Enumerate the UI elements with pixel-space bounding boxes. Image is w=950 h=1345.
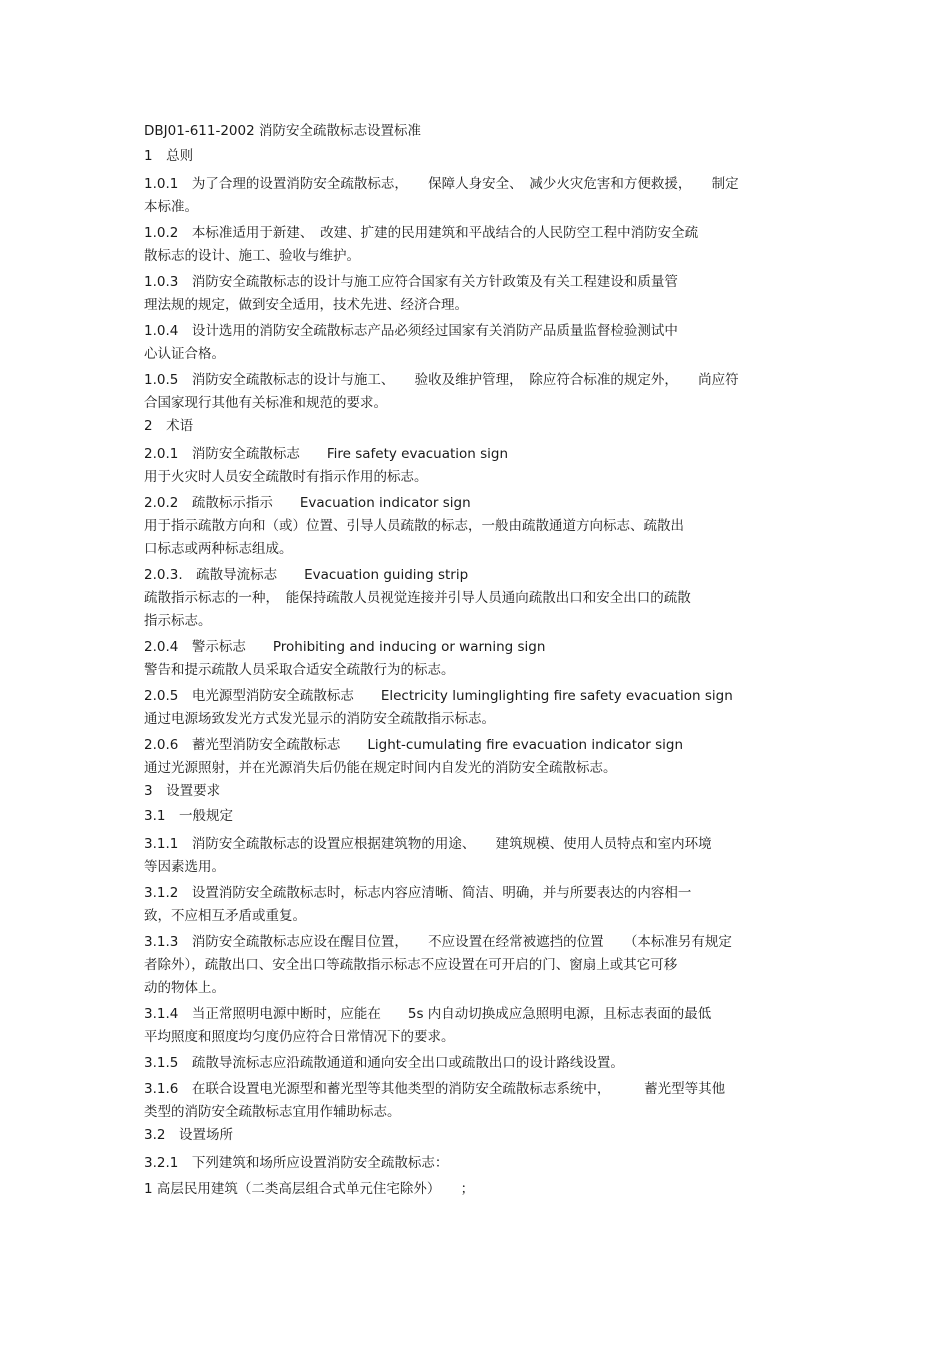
clause-continuation-line: 理法规的规定，做到安全适用，技术先进、经济合理。 [144,297,468,313]
clause-continuation-line: 合国家现行其他有关标准和规范的要求。 [144,395,387,411]
section-heading: 2 术语 [144,418,194,434]
section-heading: 1 总则 [144,148,194,164]
clause-continuation-line: 用于火灾时人员安全疏散时有指示作用的标志。 [144,469,428,485]
clause-continuation-line: 心认证合格。 [144,346,225,362]
clause-line: 3.2.1 下列建筑和场所应设置消防安全疏散标志： [144,1155,449,1171]
clause-line: 2.0.1 消防安全疏散标志 Fire safety evacuation sign [144,446,509,462]
clause-line: 2.0.3. 疏散导流标志 Evacuation guiding strip [144,567,469,583]
clause-line: 2.0.5 电光源型消防安全疏散标志 Electricity luminglighting fire safety evacuation sign [144,688,733,704]
document-lines [144,145,809,1201]
clause-continuation-line: 通过电源场致发光方式发光显示的消防安全疏散指示标志。 [144,711,495,727]
clause-continuation-line: 者除外），疏散出口、安全出口等疏散指示标志不应设置在可开启的门、窗扇上或其它可移 [144,957,678,973]
clause-continuation-line: 本标准。 [144,199,198,215]
clause-continuation-line: 散标志的设计、施工、验收与维护。 [144,248,360,264]
clause-continuation-line: 动的物体上。 [144,980,225,996]
document-title: DBJ01-611-2002 消防安全疏散标志设置标准 [144,123,421,139]
clause-line: 3.1.5 疏散导流标志应沿疏散通道和通向安全出口或疏散出口的设计路线设置。 [144,1055,624,1071]
section-heading: 3 设置要求 [144,783,221,799]
clause-line: 1 高层民用建筑（二类高层组合式单元住宅除外） ； [144,1181,475,1197]
section-heading: 3.1 一般规定 [144,808,233,824]
clause-line: 3.1.2 设置消防安全疏散标志时，标志内容应清晰、简洁、明确，并与所要表达的内容相一 [144,885,692,901]
clause-continuation-line: 疏散指示标志的一种， 能保持疏散人员视觉连接并引导人员通向疏散出口和安全出口的疏散 [144,590,691,606]
clause-line: 2.0.6 蓄光型消防安全疏散标志 Light-cumulating fire evacuation indicator sign [144,737,684,753]
clause-continuation-line: 口标志或两种标志组成。 [144,541,293,557]
clause-line: 1.0.2 本标准适用于新建、 改建、扩建的民用建筑和平战结合的人民防空工程中消防安全疏 [144,225,699,241]
clause-line: 3.1.3 消防安全疏散标志应设在醒目位置， 不应设置在经常被遮挡的位置 （本标准另有规定 [144,934,732,950]
clause-continuation-line: 通过光源照射，并在光源消失后仍能在规定时间内自发光的消防安全疏散标志。 [144,760,617,776]
clause-line: 3.1.6 在联合设置电光源型和蓄光型等其他类型的消防安全疏散标志系统中， 蓄光型等其他 [144,1081,726,1097]
clause-continuation-line: 类型的消防安全疏散标志宜用作辅助标志。 [144,1104,401,1120]
section-heading: 3.2 设置场所 [144,1127,233,1143]
clause-line: 2.0.4 警示标志 Prohibiting and inducing or warning sign [144,639,546,655]
document-body [144,120,809,1201]
clause-line: 1.0.5 消防安全疏散标志的设计与施工、 验收及维护管理， 除应符合标准的规定外， 尚应符 [144,372,739,388]
clause-line: 1.0.3 消防安全疏散标志的设计与施工应符合国家有关方针政策及有关工程建设和质量管 [144,274,678,290]
clause-line: 1.0.1 为了合理的设置消防安全疏散标志， 保障人身安全、 减少火灾危害和方便救援， 制定 [144,176,739,192]
clause-continuation-line: 平均照度和照度均匀度仍应符合日常情况下的要求。 [144,1029,455,1045]
clause-continuation-line: 等因素选用。 [144,859,225,875]
clause-line: 2.0.2 疏散标示指示 Evacuation indicator sign [144,495,471,511]
clause-line: 3.1.4 当正常照明电源中断时，应能在 5s 内自动切换成应急照明电源，且标志表面的最低 [144,1006,712,1022]
clause-line: 1.0.4 设计选用的消防安全疏散标志产品必须经过国家有关消防产品质量监督检验测试中 [144,323,678,339]
clause-line: 3.1.1 消防安全疏散标志的设置应根据建筑物的用途、 建筑规模、使用人员特点和室内环境 [144,836,712,852]
clause-continuation-line: 指示标志。 [144,613,212,629]
clause-continuation-line: 警告和提示疏散人员采取合适安全疏散行为的标志。 [144,662,455,678]
clause-continuation-line: 用于指示疏散方向和（或）位置、引导人员疏散的标志，一般由疏散通道方向标志、疏散出 [144,518,684,534]
clause-continuation-line: 致，不应相互矛盾或重复。 [144,908,306,924]
